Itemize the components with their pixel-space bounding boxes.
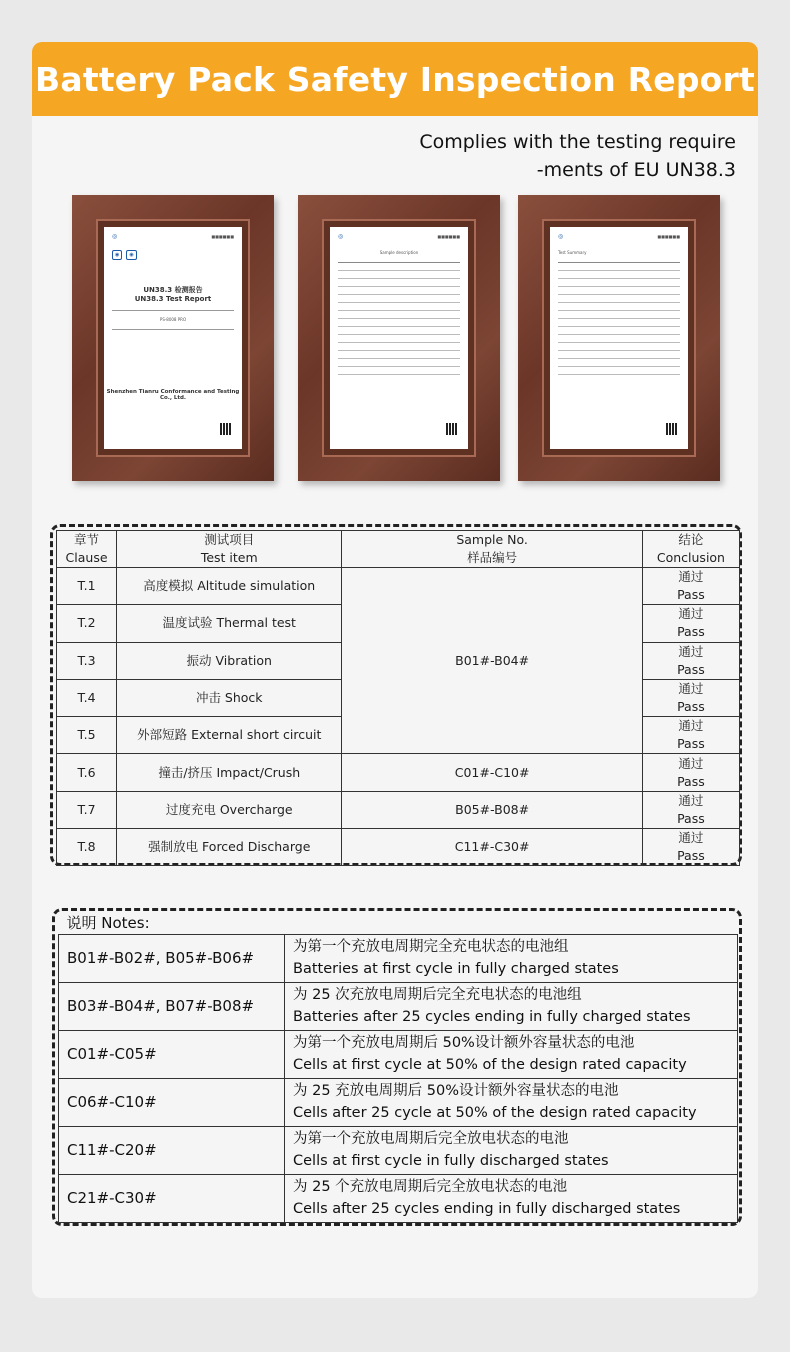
cnas-badge-icon: ◉ <box>126 250 136 260</box>
sample-cell: C01#-C10# <box>342 754 642 791</box>
note-value: 为第一个充放电周期后 50%设计额外容量状态的电池 Cells at first cycle at 50% of the design rated capacity <box>285 1030 738 1078</box>
list-item <box>59 1174 738 1222</box>
note-value: 为第一个充放电周期完全充电状态的电池组 Batteries at first cycle in fully charged states <box>285 934 738 982</box>
clause-cell: T.8 <box>57 829 117 866</box>
notes-table <box>58 912 738 1223</box>
tianru-logo-icon: ◎ <box>338 233 344 240</box>
table-row <box>57 754 740 791</box>
note-value: 为 25 次充放电周期后完全充电状态的电池组 Batteries after 25 cycles ending in fully charged states <box>285 982 738 1030</box>
test-item-cell: 强制放电 Forced Discharge <box>117 829 342 866</box>
certificate-frame-3 <box>518 195 720 481</box>
sample-cell: B01#-B04# <box>342 568 642 754</box>
note-key: B01#-B02#, B05#-B06# <box>59 934 285 982</box>
test-item-cell: 高度模拟 Altitude simulation <box>117 568 342 605</box>
note-key: C01#-C05# <box>59 1030 285 1078</box>
sample-model: PS-8008 PRO <box>159 317 187 322</box>
clause-cell: T.1 <box>57 568 117 605</box>
note-value: 为第一个充放电周期后完全放电状态的电池 Cells at first cycle in fully discharged states <box>285 1126 738 1174</box>
clause-cell: T.5 <box>57 717 117 754</box>
qr-code-icon <box>446 423 458 435</box>
page-title: Battery Pack Safety Inspection Report <box>35 59 755 99</box>
list-item <box>59 982 738 1030</box>
list-item <box>59 1078 738 1126</box>
conclusion-cell: 通过 Pass <box>642 642 739 679</box>
tianru-logo-icon: ◎ <box>112 233 118 240</box>
qr-code-icon <box>666 423 678 435</box>
compliance-line-2: -ments of EU UN38.3 <box>536 159 736 181</box>
test-item-cell: 振动 Vibration <box>117 642 342 679</box>
clause-cell: T.3 <box>57 642 117 679</box>
clause-header: 章节 Clause <box>57 531 117 568</box>
conclusion-cell: 通过 Pass <box>642 829 739 866</box>
certificate-frame-1 <box>72 195 274 481</box>
certificate-company: Shenzhen Tianru Conformance and Testing Co., Ltd. <box>106 389 240 401</box>
test-item-cell: 外部短路 External short circuit <box>117 717 342 754</box>
clause-cell: T.2 <box>57 605 117 642</box>
qr-code-icon <box>220 423 232 435</box>
conclusion-cell: 通过 Pass <box>642 568 739 605</box>
ilac-badge-icon: ◉ <box>112 250 122 260</box>
conclusion-cell: 通过 Pass <box>642 791 739 828</box>
list-item <box>59 1126 738 1174</box>
compliance-line-1: Complies with the testing require <box>419 131 736 153</box>
test-item-cell: 温度试验 Thermal test <box>117 605 342 642</box>
clause-cell: T.4 <box>57 679 117 716</box>
title-banner <box>32 42 758 116</box>
test-summary-heading: Test Summary <box>558 250 587 255</box>
test-item-cell: 撞击/挤压 Impact/Crush <box>117 754 342 791</box>
certificate-summary-page: ◎ ■■■■■■ Test Summary <box>550 227 688 449</box>
notes-heading: 说明 Notes: <box>59 912 738 934</box>
note-value: 为 25 充放电周期后 50%设计额外容量状态的电池 Cells after 25 cycle at 50% of the design rated capacity <box>285 1078 738 1126</box>
sample-cell: B05#-B08# <box>342 791 642 828</box>
certificate-sample-page: ◎ ■■■■■■ Sample description <box>330 227 468 449</box>
sample-description-heading: Sample description <box>379 250 419 255</box>
conclusion-cell: 通过 Pass <box>642 754 739 791</box>
compliance-statement <box>419 128 736 184</box>
note-value: 为 25 个充放电周期后完全放电状态的电池 Cells after 25 cycles ending in fully discharged states <box>285 1174 738 1222</box>
sample-no-header: Sample No. 样品编号 <box>342 531 642 568</box>
test-item-header: 测试项目 Test item <box>117 531 342 568</box>
clause-cell: T.7 <box>57 791 117 828</box>
sample-cell: C11#-C30# <box>342 829 642 866</box>
certificate-title-en: UN38.3 Test Report <box>134 295 212 303</box>
test-item-cell: 过度充电 Overcharge <box>117 791 342 828</box>
tianru-logo-icon: ◎ <box>558 233 564 240</box>
conclusion-cell: 通过 Pass <box>642 605 739 642</box>
table-row <box>57 829 740 866</box>
table-header-row <box>57 531 740 568</box>
note-key: C06#-C10# <box>59 1078 285 1126</box>
test-item-cell: 冲击 Shock <box>117 679 342 716</box>
list-item <box>59 934 738 982</box>
conclusion-cell: 通过 Pass <box>642 717 739 754</box>
test-results-table <box>56 530 740 866</box>
list-item <box>59 1030 738 1078</box>
certificate-title-cn: UN38.3 检测报告 <box>143 286 203 294</box>
table-row <box>57 568 740 605</box>
clause-cell: T.6 <box>57 754 117 791</box>
note-key: B03#-B04#, B07#-B08# <box>59 982 285 1030</box>
note-key: C11#-C20# <box>59 1126 285 1174</box>
certificate-cover: ◎ ■■■■■■ ◉ ◉ UN38.3 检测报告 UN38.3 Test Report PS-8008 PRO Shenzhen Tianru Conformance and Testing Co., Ltd. <box>104 227 242 449</box>
conclusion-cell: 通过 Pass <box>642 679 739 716</box>
note-key: C21#-C30# <box>59 1174 285 1222</box>
table-row <box>57 791 740 828</box>
certificate-frame-2 <box>298 195 500 481</box>
conclusion-header: 结论 Conclusion <box>642 531 739 568</box>
